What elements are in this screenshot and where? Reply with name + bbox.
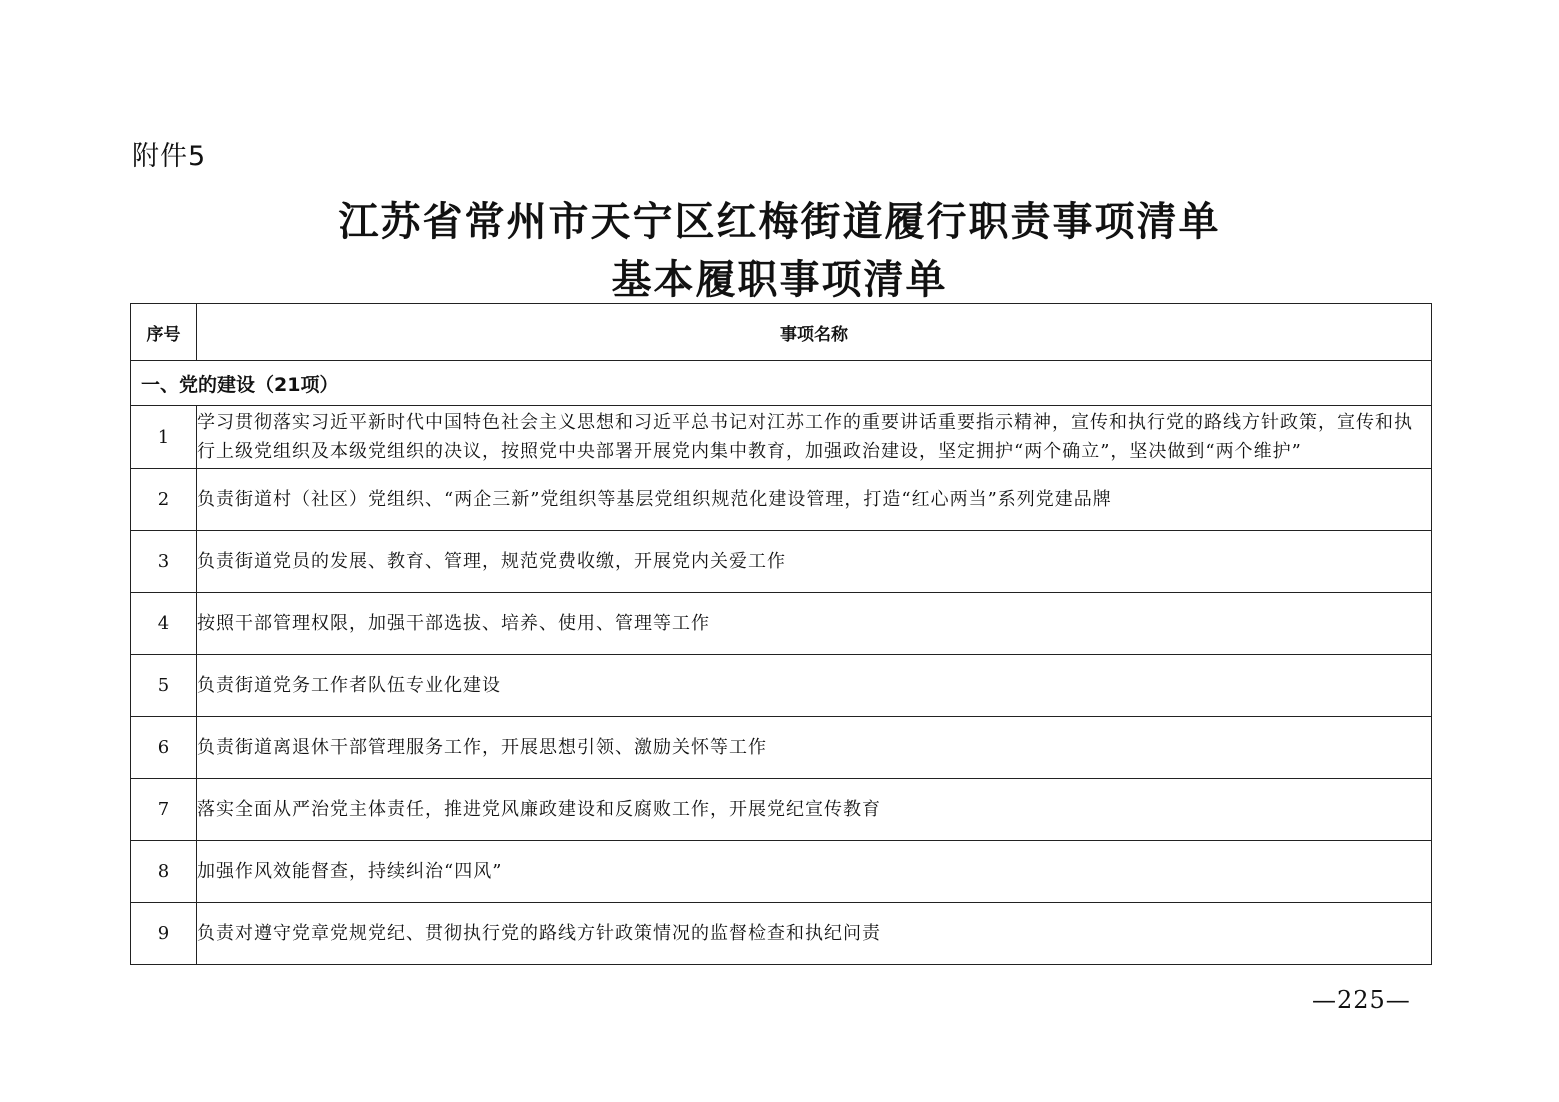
document-subtitle: 基本履职事项清单 (611, 257, 948, 303)
table-row (131, 406, 1432, 469)
table-row (131, 655, 1432, 717)
row-number: 6 (131, 717, 197, 779)
row-number: 9 (131, 903, 197, 965)
section-row (131, 361, 1432, 406)
row-number: 3 (131, 531, 197, 593)
row-item-name: 负责街道村（社区）党组织、“两企三新”党组织等基层党组织规范化建设管理，打造“红心两当”系列党建品牌 (197, 469, 1432, 531)
row-number: 1 (131, 406, 197, 469)
attachment-label: 附件5 (132, 141, 207, 172)
table-row (131, 469, 1432, 531)
row-item-name: 负责对遵守党章党规党纪、贯彻执行党的路线方针政策情况的监督检查和执纪问责 (197, 903, 1432, 965)
table-row (131, 593, 1432, 655)
header-item-name: 事项名称 (197, 304, 1432, 361)
row-number: 7 (131, 779, 197, 841)
document-title: 江苏省常州市天宁区红梅街道履行职责事项清单 (338, 199, 1221, 245)
row-item-name: 按照干部管理权限，加强干部选拔、培养、使用、管理等工作 (197, 593, 1432, 655)
duty-items-table (130, 303, 1432, 965)
table-row (131, 531, 1432, 593)
row-item-name: 学习贯彻落实习近平新时代中国特色社会主义思想和习近平总书记对江苏工作的重要讲话重要指示精神，宣传和执行党的路线方针政策，宣传和执行上级党组织及本级党组织的决议，按照党中央部署开展党内集中教育，加强政治建设，坚定拥护“两个确立”，坚决做到“两个维护” (197, 406, 1432, 469)
table-row (131, 903, 1432, 965)
row-number: 4 (131, 593, 197, 655)
page-number: —225— (1312, 986, 1411, 1014)
table-header-row (131, 304, 1432, 361)
section-heading: 一、党的建设（21项） (131, 361, 1432, 406)
row-item-name: 负责街道党员的发展、教育、管理，规范党费收缴，开展党内关爱工作 (197, 531, 1432, 593)
row-item-name: 负责街道党务工作者队伍专业化建设 (197, 655, 1432, 717)
row-item-name: 负责街道离退休干部管理服务工作，开展思想引领、激励关怀等工作 (197, 717, 1432, 779)
row-number: 2 (131, 469, 197, 531)
table-row (131, 779, 1432, 841)
row-number: 8 (131, 841, 197, 903)
table-row (131, 841, 1432, 903)
table-row (131, 717, 1432, 779)
row-item-name: 落实全面从严治党主体责任，推进党风廉政建设和反腐败工作，开展党纪宣传教育 (197, 779, 1432, 841)
row-item-name: 加强作风效能督查，持续纠治“四风” (197, 841, 1432, 903)
header-serial-number: 序号 (131, 304, 197, 361)
row-number: 5 (131, 655, 197, 717)
